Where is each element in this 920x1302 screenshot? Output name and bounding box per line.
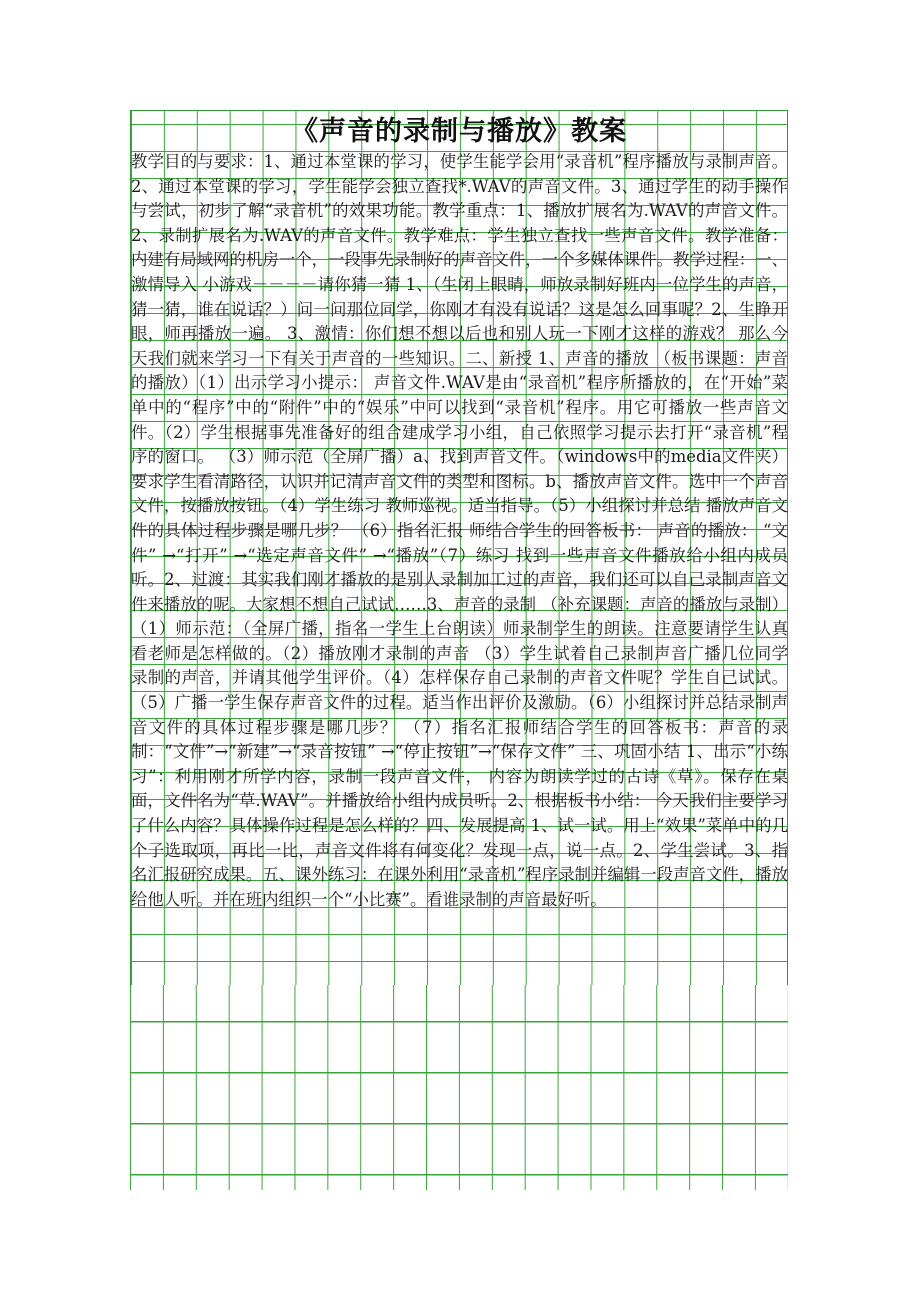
page-title: 《声音的录制与播放》教案 xyxy=(291,116,627,147)
empty-grid-area xyxy=(130,985,788,1190)
lesson-plan-body: 教学目的与要求：1、通过本堂课的学习，使学生能学会用“录音机”程序播放与录制声音。2、通过本堂课的学习，学生能学会独立查找*.WAV的声音文件。3、通过学生的动手操作与尝试，初步了解“录音机”的效果功能。教学重点：1、播放扩展名为.WAV的声音文件。2、录制扩展名为.WAV的声音文件。教学难点：学生独立查找一些声音文件。教学准备：内建有局域网的机房一个，一段事先录制好的声音文件，一个多媒体课件。教学过程：一、激情导入 小游戏－－－－请你猜一猜 1、（生闭上眼睛，师放录制好班内一位学生的声音，猜一猜，谁在说话？）问一问那位同学，你刚才有没有说话？这是怎么回事呢？2、生睁开眼，师再播放一遍。 3、激情：你们想不想以后也和别人玩一下刚才这样的游戏？ 那么今天我们就来学习一下有关于声音的一些知识。二、新授 1、声音的播放 （板书课题：声音的播放）（1）出示学习小提示： 声音文件.WAV是由“录音机”程序所播放的，在“开始”菜单中的“程序”中的“附件”中的“娱乐”中可以找到“录音机”程序。用它可播放一些声音文件。（2）学生根据事先准备好的组合建成学习小组，自己依照学习提示去打开“录音机”程序的窗口。 （3）师示范（全屏广播）a、找到声音文件。（windows中的media文件夹）要求学生看清路径，认识并记清声音文件的类型和图标。b、播放声音文件。选中一个声音文件，按播放按钮。（4）学生练习 教师巡视。适当指导。（5）小组探讨并总结 播放声音文件的具体过程步骤是哪几步？ （6）指名汇报 师结合学生的回答板书： 声音的播放： “文件” →“打开” →“选定声音文件” →“播放”（7）练习 找到一些声音文件播放给小组内成员听。2、过渡：其实我们刚才播放的是别人录制加工过的声音，我们还可以自己录制声音文件来播放的呢。大家想不想自己试试……3、声音的录制 （补充课题：声音的播放与录制） （1）师示范：（全屏广播，指名一学生上台朗读）师录制学生的朗读。注意要请学生认真看老师是怎样做的。（2）播放刚才录制的声音 （3）学生试着自己录制声音广播几位同学录制的声音，并请其他学生评价。（4）怎样保存自己录制的声音文件呢？学生自己试试。 （5）广播一学生保存声音文件的过程。适当作出评价及激励。（6）小组探讨并总结录制声音文件的具体过程步骤是哪几步？ （7）指名汇报师结合学生的回答板书：声音的录制：“文件”→“新建”→“录音按钮” →“停止按钮”→“保存文件” 三、巩固小结 1、出示“小练习”：利用刚才所学内容，录制一段声音文件， 内容为朗读学过的古诗《草》。保存在桌面，文件名为“草.WAV”。并播放给小组内成员听。2、根据板书小结： 今天我们主要学习了什么内容？具体操作过程是怎么样的？四、发展提高 1、试一试。用上“效果”菜单中的几个子选取项，再比一比，声音文件将有何变化？发现一点，说一点。2、学生尝试。3、指名汇报研究成果。五、课外练习：在课外利用“录音机”程序录制并编辑一段声音文件，播放给他人听。并在班内组织一个“小比赛”。看谁录制的声音最好听。 xyxy=(131,152,788,909)
